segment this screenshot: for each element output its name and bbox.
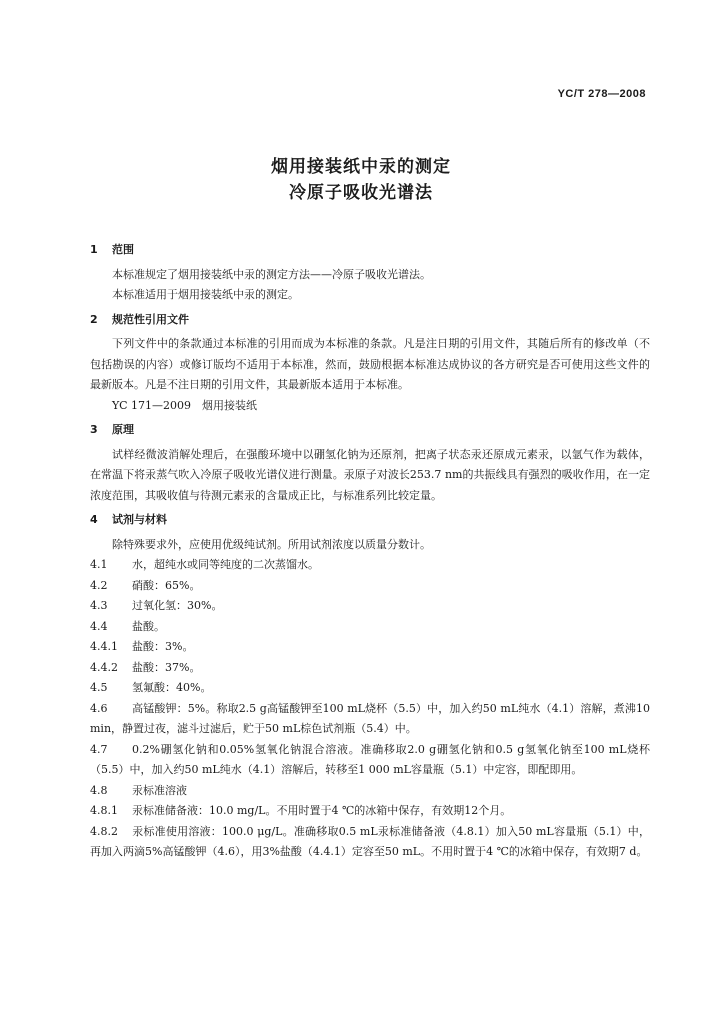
- paragraph: 试样经微波消解处理后，在强酸环境中以硼氢化钠为还原剂，把离子状态汞还原成元素汞，以氩气作为载体，在常温下将汞蒸气吹入冷原子吸收光谱仪进行测量。汞原子对波长253.7 nm的共振线具有强烈的吸收作用，在一定浓度范围，其吸收值与待测元素汞的含量成正比，与标准系列比较定量。: [90, 447, 650, 502]
- clause-item: [90, 555, 650, 576]
- clause-text: 汞标准溶液: [132, 783, 187, 797]
- clause-item: [90, 576, 650, 597]
- clause-number: 4.1: [90, 558, 108, 571]
- reference-item: YC 171—2009 烟用接装纸: [112, 398, 257, 412]
- clause-item: [90, 699, 650, 740]
- clause-number: 4.8: [90, 783, 108, 797]
- clause-text: 汞标准储备液：10.0 mg/L。不用时置于4 ℃的冰箱中保存，有效期12个月。: [132, 804, 512, 817]
- title-line-1: 烟用接装纸中汞的测定: [271, 157, 451, 177]
- clause-text: 汞标准使用溶液：100.0 μg/L。准确移取0.5 mL汞标准储备液（4.8.1）加入50 mL容量瓶（5.1）中，再加入两滴5%高锰酸钾（4.6），用3%盐酸（4.4.1）定容至50 mL。不用时置于4 ℃的冰箱中保存，有效期7 d。: [90, 824, 650, 858]
- clause-text: 水，超纯水或同等纯度的二次蒸馏水。: [132, 558, 319, 571]
- section-title: 原理: [112, 423, 134, 436]
- clause-item: [90, 658, 650, 679]
- clause-number: 4.4.1: [90, 640, 118, 653]
- section-3-heading: [90, 420, 650, 441]
- clause-item: [90, 678, 650, 699]
- clause-item: [90, 596, 650, 617]
- section-4-heading: [90, 510, 650, 531]
- clause-number: 4.5: [90, 681, 108, 694]
- clause-number: 4.8.1: [90, 804, 118, 817]
- section-number: 2: [90, 312, 98, 326]
- section-title: 试剂与材料: [112, 513, 167, 526]
- clause-item: [90, 781, 650, 802]
- paragraph: 除特殊要求外，应使用优级纯试剂。所用试剂浓度以质量分数计。: [112, 537, 431, 551]
- clause-item: [90, 637, 650, 658]
- clause-text: 盐酸：3%。: [132, 640, 194, 653]
- section-number: 4: [90, 513, 98, 526]
- clause-item: [90, 617, 650, 638]
- section-number: 1: [90, 243, 98, 256]
- clause-number: 4.8.2: [90, 824, 118, 838]
- standard-code: YC/T 278—2008: [557, 88, 646, 100]
- section-1-heading: [90, 240, 650, 261]
- clause-item: [90, 801, 650, 822]
- clause-number: 4.4.2: [90, 660, 118, 674]
- title-line-2: 冷原子吸收光谱法: [289, 183, 433, 203]
- clause-text: 0.2%硼氢化钠和0.05%氢氧化钠混合溶液。准确移取2.0 g硼氢化钠和0.5 g氢氧化钠至100 mL烧杯（5.5）中，加入约50 mL纯水（4.1）溶解后，转移至1 000 mL容量瓶（5.1）中定容，即配即用。: [90, 742, 650, 776]
- clause-number: 4.2: [90, 578, 108, 592]
- section-title: 规范性引用文件: [112, 312, 189, 326]
- clause-text: 高锰酸钾：5%。称取2.5 g高锰酸钾至100 mL烧杯（5.5）中，加入约50 mL纯水（4.1）溶解，煮沸10 min，静置过夜，滤斗过滤后，贮于50 mL棕色试剂瓶（5.4）中。: [90, 701, 650, 735]
- clause-item: [90, 822, 650, 863]
- paragraph: 下列文件中的条款通过本标准的引用而成为本标准的条款。凡是注日期的引用文件，其随后所有的修改单（不包括勘误的内容）或修订版均不适用于本标准，然而，鼓励根据本标准达成协议的各方研究是否可使用这些文件的最新版本。凡是不注日期的引用文件，其最新版本适用于本标准。: [90, 337, 650, 391]
- section-title: 范围: [112, 243, 134, 256]
- clause-text: 过氧化氢：30%。: [132, 599, 223, 612]
- section-2-heading: [90, 310, 650, 331]
- clause-number: 4.7: [90, 742, 108, 756]
- clause-text: 盐酸：37%。: [132, 660, 201, 674]
- paragraph: 本标准规定了烟用接装纸中汞的测定方法——冷原子吸收光谱法。: [112, 267, 431, 281]
- clause-text: 硝酸：65%。: [132, 578, 201, 592]
- clause-number: 4.3: [90, 599, 108, 612]
- document-body: [90, 236, 650, 863]
- clause-number: 4.4: [90, 619, 108, 633]
- section-number: 3: [90, 423, 98, 436]
- clause-number: 4.6: [90, 701, 108, 715]
- clause-text: 盐酸。: [132, 619, 165, 633]
- clause-item: [90, 740, 650, 781]
- clause-text: 氢氟酸：40%。: [132, 681, 212, 694]
- paragraph: 本标准适用于烟用接装纸中汞的测定。: [112, 288, 299, 301]
